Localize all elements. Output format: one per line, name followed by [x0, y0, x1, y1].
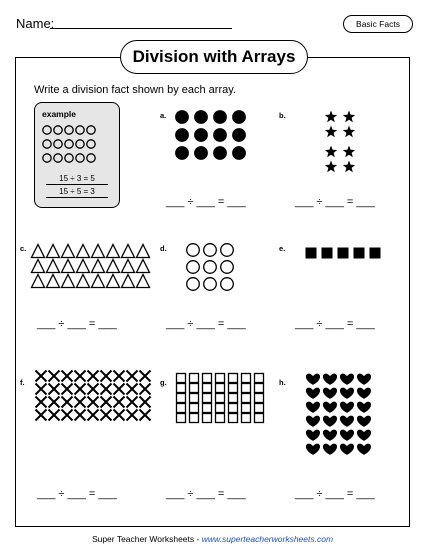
answer-b[interactable]: ___ ÷ ___ = ___ — [295, 196, 375, 208]
problem-g-shape-r1c6 — [242, 374, 251, 383]
problem-a-shape-r2c4 — [232, 128, 246, 142]
problem-f-shape-r1c4 — [75, 371, 86, 382]
problem-c-shape-r1c3 — [62, 245, 75, 258]
problem-c-shape-r3c3 — [62, 275, 75, 288]
problem-a-shape-r1c3 — [213, 110, 227, 124]
page-title: Division with Arrays — [120, 40, 308, 74]
problem-h-shape-r4c3 — [340, 416, 354, 427]
problem-g-shape-r1c1 — [177, 374, 186, 383]
problem-h-shape-r2c4 — [357, 388, 371, 399]
problem-a-shape-r2c3 — [213, 128, 227, 142]
problem-f-shape-r3c2 — [49, 397, 60, 408]
problem-f-shape-r1c9 — [140, 371, 151, 382]
problem-c-label: c. — [20, 244, 27, 253]
problem-g-shape-r5c1 — [177, 414, 186, 423]
answer-c[interactable]: ___ ÷ ___ = ___ — [37, 318, 117, 330]
example-shape-r1c1 — [43, 126, 51, 134]
answer-g[interactable]: ___ ÷ ___ = ___ — [166, 488, 246, 500]
problem-g-shape-r5c7 — [255, 414, 264, 423]
problem-f-shape-r1c7 — [114, 371, 125, 382]
problem-g-shape-r4c4 — [216, 404, 225, 413]
problem-c-shape-r2c5 — [92, 260, 105, 273]
problem-g-shape-r1c7 — [255, 374, 264, 383]
problem-h-shape-r3c1 — [306, 402, 320, 413]
problem-f-shape-r2c7 — [114, 384, 125, 395]
problem-e-label: e. — [279, 244, 286, 253]
problem-b-shape-r3c2 — [343, 146, 355, 158]
problem-c-shape-r1c7 — [122, 245, 135, 258]
problem-g-shape-r3c6 — [242, 394, 251, 403]
problem-b-shape-r1c1 — [325, 111, 337, 123]
problem-g-shape-r3c4 — [216, 394, 225, 403]
example-shape-r2c1 — [43, 140, 51, 148]
problem-h-shape-r5c4 — [357, 430, 371, 441]
example-shape-r3c1 — [43, 154, 51, 162]
problem-c-shape-r2c4 — [77, 260, 90, 273]
problem-c-shape-r1c4 — [77, 245, 90, 258]
problem-g-shape-r4c6 — [242, 404, 251, 413]
problem-f-shape-r4c5 — [88, 410, 99, 421]
problem-f-shape-r2c4 — [75, 384, 86, 395]
problem-c-shape-r3c4 — [77, 275, 90, 288]
problem-h-shape-r6c3 — [340, 444, 354, 455]
problem-e-shape-r1c1 — [306, 248, 317, 259]
problem-g-shape-r2c2 — [190, 384, 199, 393]
problem-g-label: g. — [160, 378, 167, 387]
problem-f-shape-r4c7 — [114, 410, 125, 421]
answer-a[interactable]: ___ ÷ ___ = ___ — [166, 196, 246, 208]
example-shape-r2c2 — [54, 140, 62, 148]
problem-h-shape-r3c4 — [357, 402, 371, 413]
problem-f-shape-r3c6 — [101, 397, 112, 408]
problem-a-shape-r3c1 — [175, 146, 189, 160]
example-equation-1: 15 ÷ 3 = 5 — [46, 174, 108, 185]
problem-c-shape-r3c2 — [47, 275, 60, 288]
problem-d-shape-r2c1 — [187, 261, 200, 274]
answer-h[interactable]: ___ ÷ ___ = ___ — [295, 488, 375, 500]
answer-e[interactable]: ___ ÷ ___ = ___ — [295, 318, 375, 330]
problem-f-shape-r4c2 — [49, 410, 60, 421]
problem-f-shape-r1c8 — [127, 371, 138, 382]
problem-h-shape-r5c1 — [306, 430, 320, 441]
problem-f-shape-r4c1 — [36, 410, 47, 421]
problem-c-shape-r2c2 — [47, 260, 60, 273]
problem-c-shape-r3c7 — [122, 275, 135, 288]
problem-g-shape-r3c3 — [203, 394, 212, 403]
problem-c-shape-r3c8 — [137, 275, 150, 288]
problem-f-shape-r2c9 — [140, 384, 151, 395]
problem-c-shape-r3c5 — [92, 275, 105, 288]
problem-a-shape-r1c2 — [194, 110, 208, 124]
example-label: example — [42, 109, 77, 119]
problem-g-shape-r3c1 — [177, 394, 186, 403]
problem-c-shape-r3c6 — [107, 275, 120, 288]
problem-g-shape-r5c4 — [216, 414, 225, 423]
problem-b-shape-r4c1 — [325, 161, 337, 173]
problem-b-label: b. — [279, 111, 286, 120]
problem-e-shape-r1c2 — [322, 248, 333, 259]
problem-h-shape-r1c3 — [340, 374, 354, 385]
problem-h-shape-r4c2 — [323, 416, 337, 427]
problem-g-shape-r5c2 — [190, 414, 199, 423]
example-shape-r3c5 — [87, 154, 95, 162]
problem-b-shape-r1c2 — [343, 111, 355, 123]
problem-f-shape-r1c1 — [36, 371, 47, 382]
problem-d-shape-r1c1 — [187, 244, 200, 257]
problem-e-shape-r1c3 — [338, 248, 349, 259]
problem-f-shape-r3c8 — [127, 397, 138, 408]
problem-g-shape-r2c4 — [216, 384, 225, 393]
problem-h-shape-r2c3 — [340, 388, 354, 399]
problem-f-shape-r3c9 — [140, 397, 151, 408]
footer — [0, 534, 425, 544]
problem-a-shape-r2c2 — [194, 128, 208, 142]
problem-b-shape-r2c1 — [325, 126, 337, 138]
name-label: Name: — [16, 16, 55, 31]
problem-g-shape-r2c7 — [255, 384, 264, 393]
problem-g-shape-r4c7 — [255, 404, 264, 413]
problem-g-shape-r1c5 — [229, 374, 238, 383]
example-shape-r1c2 — [54, 126, 62, 134]
problem-a-shape-r3c3 — [213, 146, 227, 160]
problem-c-shape-r2c8 — [137, 260, 150, 273]
problem-e-shape-r1c4 — [354, 248, 365, 259]
example-shape-r3c3 — [65, 154, 73, 162]
problem-h-shape-r4c4 — [357, 416, 371, 427]
problem-h-shape-r4c1 — [306, 416, 320, 427]
problem-f-shape-r2c6 — [101, 384, 112, 395]
problem-h-shape-r5c2 — [323, 430, 337, 441]
problem-d-label: d. — [160, 244, 167, 253]
example-shape-r3c2 — [54, 154, 62, 162]
problem-c-shape-r3c1 — [32, 275, 45, 288]
problem-f-shape-r3c4 — [75, 397, 86, 408]
problem-b-shape-r4c2 — [343, 161, 355, 173]
problem-f-shape-r1c2 — [49, 371, 60, 382]
problem-d-shape-r1c2 — [204, 244, 217, 257]
problem-d-shape-r1c3 — [221, 244, 234, 257]
problem-c-shape-r1c1 — [32, 245, 45, 258]
problem-f-shape-r1c5 — [88, 371, 99, 382]
problem-f-shape-r4c9 — [140, 410, 151, 421]
problem-a-shape-r1c1 — [175, 110, 189, 124]
problem-g-shape-r3c5 — [229, 394, 238, 403]
problem-h-shape-r6c2 — [323, 444, 337, 455]
example-equation-2: 15 ÷ 5 = 3 — [46, 187, 108, 198]
problem-h-shape-r3c3 — [340, 402, 354, 413]
problem-f-shape-r4c4 — [75, 410, 86, 421]
problem-d-shape-r3c1 — [187, 278, 200, 291]
problem-f-shape-r3c5 — [88, 397, 99, 408]
problem-f-shape-r3c7 — [114, 397, 125, 408]
problem-a-shape-r3c2 — [194, 146, 208, 160]
problem-d-shape-r2c3 — [221, 261, 234, 274]
problem-h-shape-r3c2 — [323, 402, 337, 413]
problem-a-label: a. — [160, 111, 167, 120]
example-shape-r3c4 — [76, 154, 84, 162]
problem-g-shape-r5c6 — [242, 414, 251, 423]
problem-e-shape-r1c5 — [370, 248, 381, 259]
problem-g-shape-r5c5 — [229, 414, 238, 423]
problem-f-shape-r4c3 — [62, 410, 73, 421]
example-shape-r1c5 — [87, 126, 95, 134]
example-shape-r2c4 — [76, 140, 84, 148]
problem-d-shape-r2c2 — [204, 261, 217, 274]
problem-c-shape-r2c6 — [107, 260, 120, 273]
problem-f-shape-r2c5 — [88, 384, 99, 395]
problem-h-shape-r1c1 — [306, 374, 320, 385]
problem-h-shape-r2c1 — [306, 388, 320, 399]
answer-d[interactable]: ___ ÷ ___ = ___ — [166, 318, 246, 330]
problem-f-shape-r2c1 — [36, 384, 47, 395]
problem-c-shape-r1c8 — [137, 245, 150, 258]
example-shape-r1c4 — [76, 126, 84, 134]
problem-g-shape-r4c2 — [190, 404, 199, 413]
problem-d-shape-r3c2 — [204, 278, 217, 291]
problem-f-shape-r1c6 — [101, 371, 112, 382]
problem-c-shape-r2c7 — [122, 260, 135, 273]
problem-h-shape-r6c4 — [357, 444, 371, 455]
problem-g-shape-r4c5 — [229, 404, 238, 413]
problem-g-shape-r2c3 — [203, 384, 212, 393]
problem-c-shape-r1c5 — [92, 245, 105, 258]
problem-h-shape-r6c1 — [306, 444, 320, 455]
answer-f[interactable]: ___ ÷ ___ = ___ — [37, 488, 117, 500]
example-shape-r1c3 — [65, 126, 73, 134]
problem-g-shape-r2c1 — [177, 384, 186, 393]
problem-a-shape-r2c1 — [175, 128, 189, 142]
footer-site-link[interactable]: www.superteacherworksheets.com — [201, 534, 334, 544]
problem-c-shape-r2c3 — [62, 260, 75, 273]
problem-h-shape-r1c2 — [323, 374, 337, 385]
problem-g-shape-r4c1 — [177, 404, 186, 413]
problem-b-shape-r2c2 — [343, 126, 355, 138]
example-shape-r2c3 — [65, 140, 73, 148]
problem-g-shape-r1c4 — [216, 374, 225, 383]
problem-f-shape-r2c3 — [62, 384, 73, 395]
problem-h-label: h. — [279, 378, 286, 387]
problem-a-shape-r3c4 — [232, 146, 246, 160]
problem-d-shape-r3c3 — [221, 278, 234, 291]
problem-c-shape-r1c2 — [47, 245, 60, 258]
problem-f-shape-r1c3 — [62, 371, 73, 382]
problem-a-shape-r1c4 — [232, 110, 246, 124]
problem-f-shape-r4c6 — [101, 410, 112, 421]
problem-g-shape-r2c5 — [229, 384, 238, 393]
instructions: Write a division fact shown by each array. — [34, 84, 236, 96]
problem-g-shape-r5c3 — [203, 414, 212, 423]
problem-f-label: f. — [20, 378, 25, 387]
basic-facts-badge: Basic Facts — [343, 15, 413, 33]
example-shape-r2c5 — [87, 140, 95, 148]
problem-b-shape-r3c1 — [325, 146, 337, 158]
footer-text: Super Teacher Worksheets - — [91, 534, 202, 544]
problem-f-shape-r3c3 — [62, 397, 73, 408]
problem-h-shape-r2c2 — [323, 388, 337, 399]
problem-f-shape-r3c1 — [36, 397, 47, 408]
problem-h-shape-r5c3 — [340, 430, 354, 441]
problem-g-shape-r3c7 — [255, 394, 264, 403]
problem-f-shape-r4c8 — [127, 410, 138, 421]
problem-c-shape-r1c6 — [107, 245, 120, 258]
problem-f-shape-r2c2 — [49, 384, 60, 395]
problem-c-shape-r2c1 — [32, 260, 45, 273]
problem-g-shape-r4c3 — [203, 404, 212, 413]
problem-g-shape-r3c2 — [190, 394, 199, 403]
problem-h-shape-r1c4 — [357, 374, 371, 385]
problem-g-shape-r1c3 — [203, 374, 212, 383]
problem-g-shape-r1c2 — [190, 374, 199, 383]
problem-g-shape-r2c6 — [242, 384, 251, 393]
problem-f-shape-r2c8 — [127, 384, 138, 395]
